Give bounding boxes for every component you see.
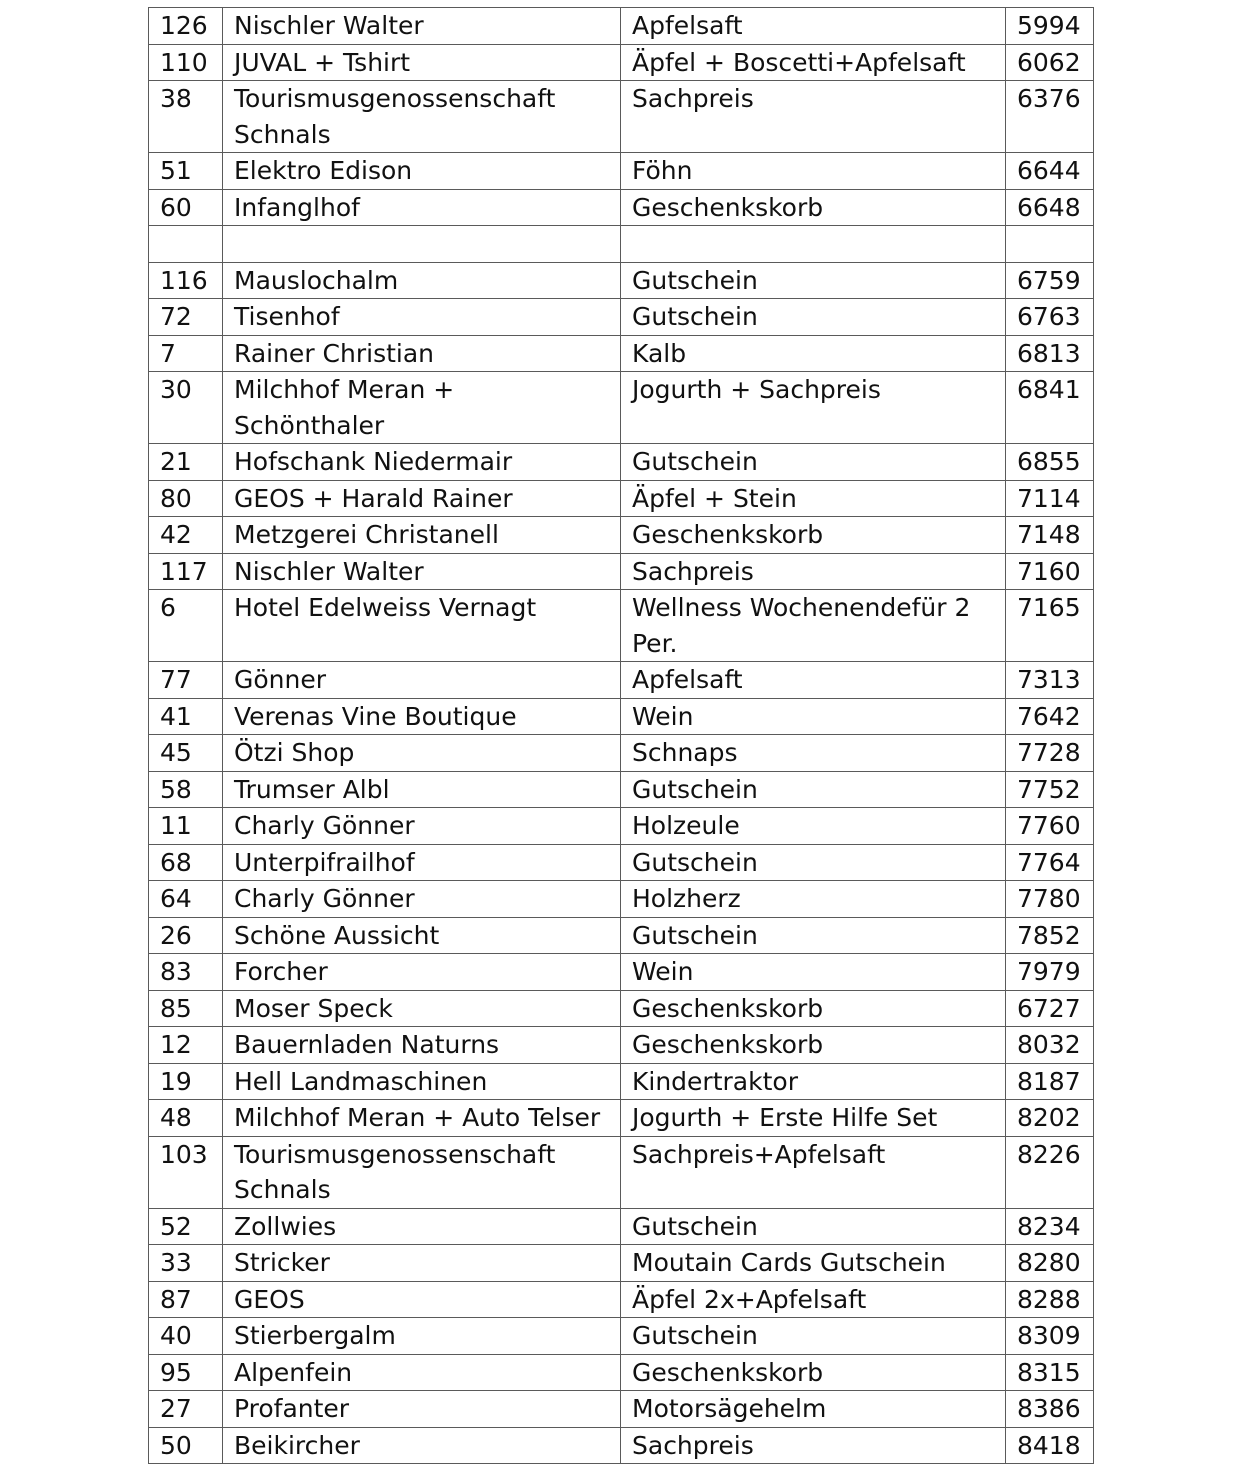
- table-row: [149, 808, 1094, 845]
- ticket-number-cell: 8418: [1006, 1427, 1094, 1464]
- number-cell: 30: [149, 372, 223, 444]
- number-cell: 77: [149, 662, 223, 699]
- donor-cell: Tisenhof: [223, 299, 621, 336]
- table-row: [149, 81, 1094, 153]
- ticket-number-cell: 6841: [1006, 372, 1094, 444]
- ticket-number-cell: 6376: [1006, 81, 1094, 153]
- donor-cell: Alpenfein: [223, 1354, 621, 1391]
- ticket-number-cell: 6763: [1006, 299, 1094, 336]
- donor-cell: Elektro Edison: [223, 153, 621, 190]
- number-cell: 60: [149, 189, 223, 226]
- donor-cell: Infanglhof: [223, 189, 621, 226]
- number-cell: 80: [149, 480, 223, 517]
- number-cell: 51: [149, 153, 223, 190]
- donor-cell: Hofschank Niedermair: [223, 444, 621, 481]
- table-row: [149, 771, 1094, 808]
- prize-cell: Gutschein: [621, 771, 1006, 808]
- number-cell: 6: [149, 590, 223, 662]
- ticket-number-cell: 6855: [1006, 444, 1094, 481]
- number-cell: 83: [149, 954, 223, 991]
- prize-cell: Gutschein: [621, 299, 1006, 336]
- number-cell: 50: [149, 1427, 223, 1464]
- table-row: [149, 1427, 1094, 1464]
- donor-cell: Tourismusgenossenschaft Schnals: [223, 81, 621, 153]
- prize-cell: Geschenkskorb: [621, 1354, 1006, 1391]
- number-cell: 48: [149, 1100, 223, 1137]
- prize-table-body: [149, 8, 1094, 1464]
- ticket-number-cell: 7728: [1006, 735, 1094, 772]
- table-row: [149, 881, 1094, 918]
- number-cell: 52: [149, 1208, 223, 1245]
- donor-cell: GEOS: [223, 1281, 621, 1318]
- table-row: [149, 553, 1094, 590]
- ticket-number-cell: 7764: [1006, 844, 1094, 881]
- number-cell: 40: [149, 1318, 223, 1355]
- prize-cell: Motorsägehelm: [621, 1391, 1006, 1428]
- ticket-number-cell: 7313: [1006, 662, 1094, 699]
- prize-cell: Wein: [621, 698, 1006, 735]
- ticket-number-cell: 7642: [1006, 698, 1094, 735]
- prize-cell: Äpfel + Boscetti+Apfelsaft: [621, 44, 1006, 81]
- number-cell: 64: [149, 881, 223, 918]
- donor-cell: Milchhof Meran + Auto Telser: [223, 1100, 621, 1137]
- prize-cell: Gutschein: [621, 444, 1006, 481]
- prize-cell: Jogurth + Sachpreis: [621, 372, 1006, 444]
- number-cell: 45: [149, 735, 223, 772]
- number-cell: 11: [149, 808, 223, 845]
- donor-cell: Verenas Vine Boutique: [223, 698, 621, 735]
- table-row: [149, 262, 1094, 299]
- number-cell: 116: [149, 262, 223, 299]
- table-row: [149, 226, 1094, 263]
- prize-cell: Apfelsaft: [621, 8, 1006, 45]
- table-row: [149, 590, 1094, 662]
- table-row: [149, 8, 1094, 45]
- prize-cell: Geschenkskorb: [621, 517, 1006, 554]
- ticket-number-cell: 7760: [1006, 808, 1094, 845]
- ticket-number-cell: 6648: [1006, 189, 1094, 226]
- prize-cell: Schnaps: [621, 735, 1006, 772]
- ticket-number-cell: 8288: [1006, 1281, 1094, 1318]
- prize-cell: Gutschein: [621, 1318, 1006, 1355]
- donor-cell: Schöne Aussicht: [223, 917, 621, 954]
- table-row: [149, 1318, 1094, 1355]
- prize-cell: Moutain Cards Gutschein: [621, 1245, 1006, 1282]
- donor-cell: Metzgerei Christanell: [223, 517, 621, 554]
- number-cell: 33: [149, 1245, 223, 1282]
- prize-cell: Gutschein: [621, 917, 1006, 954]
- prize-table: [148, 7, 1094, 1464]
- ticket-number-cell: 6062: [1006, 44, 1094, 81]
- table-row: [149, 1063, 1094, 1100]
- number-cell: 103: [149, 1136, 223, 1208]
- table-row: [149, 917, 1094, 954]
- prize-cell: Apfelsaft: [621, 662, 1006, 699]
- ticket-number-cell: 7752: [1006, 771, 1094, 808]
- number-cell: 38: [149, 81, 223, 153]
- donor-cell: Beikircher: [223, 1427, 621, 1464]
- prize-cell: Geschenkskorb: [621, 189, 1006, 226]
- ticket-number-cell: 7165: [1006, 590, 1094, 662]
- ticket-number-cell: 7160: [1006, 553, 1094, 590]
- donor-cell: Bauernladen Naturns: [223, 1027, 621, 1064]
- number-cell: 95: [149, 1354, 223, 1391]
- donor-cell: Milchhof Meran + Schönthaler: [223, 372, 621, 444]
- ticket-number-cell: 8234: [1006, 1208, 1094, 1245]
- prize-cell: [621, 226, 1006, 263]
- donor-cell: Hotel Edelweiss Vernagt: [223, 590, 621, 662]
- ticket-number-cell: 6644: [1006, 153, 1094, 190]
- prize-cell: Sachpreis: [621, 81, 1006, 153]
- table-row: [149, 662, 1094, 699]
- number-cell: 72: [149, 299, 223, 336]
- table-row: [149, 735, 1094, 772]
- ticket-number-cell: 6759: [1006, 262, 1094, 299]
- donor-cell: Stricker: [223, 1245, 621, 1282]
- donor-cell: Forcher: [223, 954, 621, 991]
- ticket-number-cell: 7979: [1006, 954, 1094, 991]
- donor-cell: Nischler Walter: [223, 8, 621, 45]
- prize-cell: Geschenkskorb: [621, 1027, 1006, 1064]
- table-row: [149, 954, 1094, 991]
- table-row: [149, 844, 1094, 881]
- number-cell: 126: [149, 8, 223, 45]
- donor-cell: [223, 226, 621, 263]
- ticket-number-cell: 8309: [1006, 1318, 1094, 1355]
- ticket-number-cell: 7114: [1006, 480, 1094, 517]
- table-row: [149, 1281, 1094, 1318]
- ticket-number-cell: 5994: [1006, 8, 1094, 45]
- number-cell: 85: [149, 990, 223, 1027]
- ticket-number-cell: [1006, 226, 1094, 263]
- prize-cell: Äpfel + Stein: [621, 480, 1006, 517]
- donor-cell: Rainer Christian: [223, 335, 621, 372]
- table-row: [149, 189, 1094, 226]
- prize-cell: Gutschein: [621, 844, 1006, 881]
- donor-cell: Nischler Walter: [223, 553, 621, 590]
- prize-cell: Jogurth + Erste Hilfe Set: [621, 1100, 1006, 1137]
- ticket-number-cell: 7852: [1006, 917, 1094, 954]
- donor-cell: Tourismusgenossenschaft Schnals: [223, 1136, 621, 1208]
- table-row: [149, 444, 1094, 481]
- donor-cell: Trumser Albl: [223, 771, 621, 808]
- donor-cell: Ötzi Shop: [223, 735, 621, 772]
- number-cell: 7: [149, 335, 223, 372]
- number-cell: 21: [149, 444, 223, 481]
- donor-cell: Moser Speck: [223, 990, 621, 1027]
- donor-cell: Hell Landmaschinen: [223, 1063, 621, 1100]
- prize-cell: Föhn: [621, 153, 1006, 190]
- prize-cell: Wellness Wochenendefür 2 Per.: [621, 590, 1006, 662]
- number-cell: 117: [149, 553, 223, 590]
- ticket-number-cell: 7780: [1006, 881, 1094, 918]
- prize-cell: Holzherz: [621, 881, 1006, 918]
- ticket-number-cell: 8032: [1006, 1027, 1094, 1064]
- table-row: [149, 517, 1094, 554]
- number-cell: 26: [149, 917, 223, 954]
- donor-cell: Charly Gönner: [223, 808, 621, 845]
- table-row: [149, 1208, 1094, 1245]
- table-row: [149, 44, 1094, 81]
- prize-cell: Äpfel 2x+Apfelsaft: [621, 1281, 1006, 1318]
- table-row: [149, 480, 1094, 517]
- prize-cell: Sachpreis: [621, 1427, 1006, 1464]
- table-row: [149, 1136, 1094, 1208]
- number-cell: 68: [149, 844, 223, 881]
- prize-cell: Kindertraktor: [621, 1063, 1006, 1100]
- donor-cell: Stierbergalm: [223, 1318, 621, 1355]
- table-row: [149, 1100, 1094, 1137]
- ticket-number-cell: 8386: [1006, 1391, 1094, 1428]
- donor-cell: Zollwies: [223, 1208, 621, 1245]
- table-row: [149, 1354, 1094, 1391]
- table-row: [149, 1027, 1094, 1064]
- donor-cell: Unterpifrailhof: [223, 844, 621, 881]
- donor-cell: GEOS + Harald Rainer: [223, 480, 621, 517]
- table-row: [149, 1391, 1094, 1428]
- table-row: [149, 372, 1094, 444]
- prize-cell: Kalb: [621, 335, 1006, 372]
- ticket-number-cell: 8280: [1006, 1245, 1094, 1282]
- prize-cell: Gutschein: [621, 1208, 1006, 1245]
- ticket-number-cell: 8187: [1006, 1063, 1094, 1100]
- ticket-number-cell: 8226: [1006, 1136, 1094, 1208]
- donor-cell: Mauslochalm: [223, 262, 621, 299]
- ticket-number-cell: 8315: [1006, 1354, 1094, 1391]
- number-cell: 41: [149, 698, 223, 735]
- donor-cell: Gönner: [223, 662, 621, 699]
- prize-cell: Holzeule: [621, 808, 1006, 845]
- ticket-number-cell: 6813: [1006, 335, 1094, 372]
- number-cell: 19: [149, 1063, 223, 1100]
- prize-cell: Sachpreis: [621, 553, 1006, 590]
- number-cell: 42: [149, 517, 223, 554]
- number-cell: 87: [149, 1281, 223, 1318]
- number-cell: 58: [149, 771, 223, 808]
- ticket-number-cell: 6727: [1006, 990, 1094, 1027]
- prize-cell: Gutschein: [621, 262, 1006, 299]
- table-row: [149, 299, 1094, 336]
- number-cell: 110: [149, 44, 223, 81]
- ticket-number-cell: 7148: [1006, 517, 1094, 554]
- prize-cell: Sachpreis+Apfelsaft: [621, 1136, 1006, 1208]
- number-cell: 12: [149, 1027, 223, 1064]
- table-row: [149, 1245, 1094, 1282]
- table-row: [149, 153, 1094, 190]
- number-cell: 27: [149, 1391, 223, 1428]
- number-cell: [149, 226, 223, 263]
- table-row: [149, 990, 1094, 1027]
- prize-cell: Wein: [621, 954, 1006, 991]
- table-row: [149, 335, 1094, 372]
- donor-cell: Profanter: [223, 1391, 621, 1428]
- table-row: [149, 698, 1094, 735]
- prize-cell: Geschenkskorb: [621, 990, 1006, 1027]
- donor-cell: Charly Gönner: [223, 881, 621, 918]
- donor-cell: JUVAL + Tshirt: [223, 44, 621, 81]
- ticket-number-cell: 8202: [1006, 1100, 1094, 1137]
